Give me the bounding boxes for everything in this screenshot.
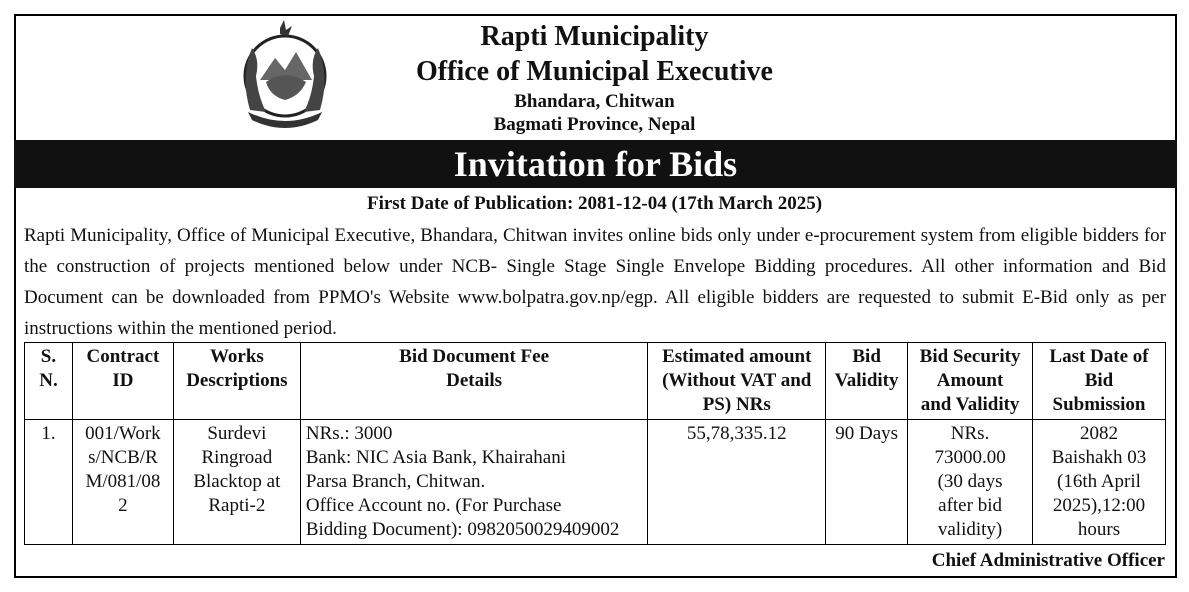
org-name: Rapti Municipality (480, 21, 709, 52)
letterhead (0, 20, 1189, 136)
cell-works: Surdevi Ringroad Blacktop at Rapti-2 (173, 420, 300, 545)
header-contract-id: Contract ID (72, 343, 173, 420)
table-header-row (25, 343, 1166, 420)
cell-deadline: 2082 Baishakh 03 (16th April 2025),12:00 hours (1033, 420, 1166, 545)
signatory: Chief Administrative Officer (931, 550, 1165, 571)
header-estimate: Estimated amount (Without VAT and PS) NRs (648, 343, 826, 420)
address-line-1: Bhandara, Chitwan (514, 91, 675, 112)
table-row (25, 420, 1166, 545)
cell-contract-id: 001/Work s/NCB/R M/081/08 2 (72, 420, 173, 545)
publication-date: First Date of Publication: 2081-12-04 (17th March 2025) (366, 193, 823, 214)
cell-sn: 1. (25, 420, 73, 545)
header-deadline: Last Date of Bid Submission (1033, 343, 1166, 420)
intro-paragraph: Rapti Municipality, Office of Municipal Executive, Bhandara, Chitwan invites online bids only under e-procurement system from eligible bidders for the construction of projects mentioned below under NCB- Single Stage Single Envelope Bidding procedures. All other information and Bid Document can be downloaded from PPMO's Website www.bolpatra.gov.np/egp. All eligible bidders are requested to submit E-Bid only as per instructions within the mentioned period. (24, 225, 1166, 339)
header-security: Bid Security Amount and Validity (908, 343, 1033, 420)
header-fee: Bid Document Fee Details (300, 343, 648, 420)
header-validity: Bid Validity (826, 343, 908, 420)
cell-validity: 90 Days (826, 420, 908, 545)
address-line-2: Bagmati Province, Nepal (493, 114, 696, 135)
header-works: Works Descriptions (173, 343, 300, 420)
office-name: Office of Municipal Executive (416, 56, 773, 87)
cell-security: NRs. 73000.00 (30 days after bid validity) (908, 420, 1033, 545)
header-sn: S. N. (25, 343, 73, 420)
bids-table (24, 342, 1166, 545)
cell-estimate: 55,78,335.12 (648, 420, 826, 545)
title-banner: Invitation for Bids (14, 140, 1177, 188)
cell-fee: NRs.: 3000 Bank: NIC Asia Bank, Khairahani Parsa Branch, Chitwan. Office Account no. (For Purchase Bidding Document): 0982050029409002 (300, 420, 648, 545)
